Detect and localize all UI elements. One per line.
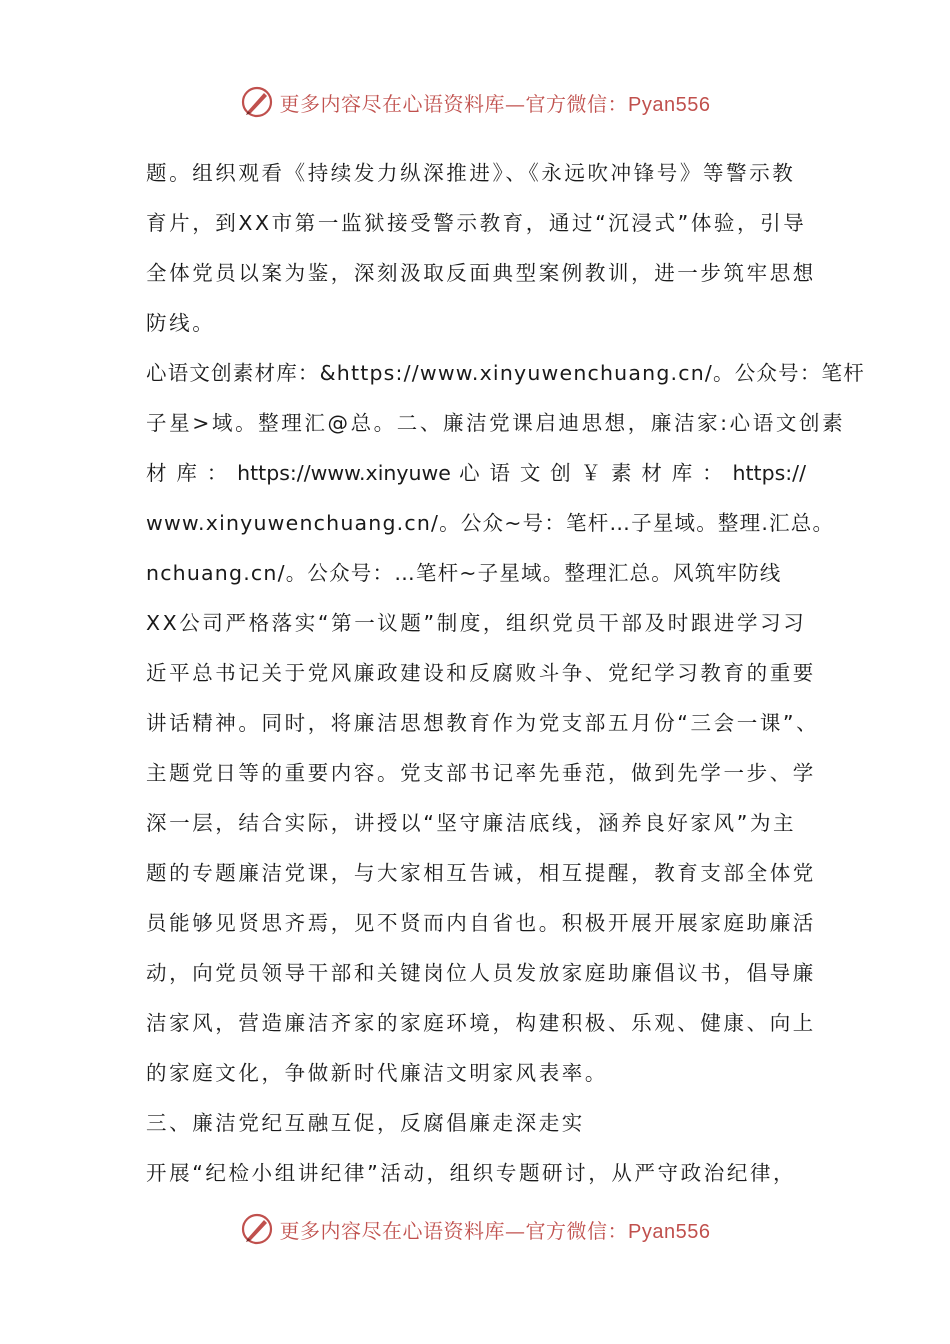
body-line: 讲话精神。同时，将廉洁思想教育作为党支部五月份“三会一课”、 [146, 711, 820, 735]
body-line: 主题党日等的重要内容。党支部书记率先垂范，做到先学一步、学 [146, 761, 816, 785]
body-line: 防线。 [146, 311, 216, 335]
body-line: 近平总书记关于党风廉政建设和反腐败斗争、党纪学习教育的重要 [146, 661, 816, 685]
body-line: nchuang.cn/。公众号：…笔杆~子星域。整理汇总。风筑牢防线 [146, 561, 782, 585]
section-heading: 三、廉洁党纪互融互促，反腐倡廉走深走实 [146, 1111, 585, 1135]
pen-logo-icon [240, 1212, 274, 1246]
body-line: 题的专题廉洁党课，与大家相互告诫，相互提醒，教育支部全体党 [146, 861, 816, 885]
body-line: 洁家风，营造廉洁齐家的家庭环境，构建积极、乐观、健康、向上 [146, 1011, 816, 1035]
wechat-id: Pyan556 [628, 1220, 711, 1243]
pen-logo-icon [240, 85, 274, 119]
body-line: 育片，到XX市第一监狱接受警示教育，通过“沉浸式”体验，引导 [146, 211, 807, 235]
document-body [146, 148, 865, 1198]
banner-text: 更多内容尽在心语资料库—官方微信：Pyan556 [279, 1218, 711, 1243]
body-line: www.xinyuwenchuang.cn/。公众~号：笔杆…子星域。整理.汇总。 [146, 511, 835, 535]
body-line: 的家庭文化，争做新时代廉洁文明家风表率。 [146, 1061, 608, 1085]
body-line: 动，向党员领导干部和关键岗位人员发放家庭助廉倡议书，倡导廉 [146, 961, 816, 985]
body-line: 子星>域。整理汇@总。二、廉洁党课启迪思想，廉洁家:心语文创素 [146, 411, 846, 435]
header-watermark-banner [0, 82, 950, 122]
body-line: 开展“纪检小组讲纪律”活动，组织专题研讨，从严守政治纪律， [146, 1161, 797, 1185]
wechat-id: Pyan556 [628, 93, 711, 116]
body-line: 深一层，结合实际，讲授以“坚守廉洁底线，涵养良好家风”为主 [146, 811, 797, 835]
footer-watermark-banner [0, 1209, 950, 1249]
body-line: 心语文创素材库：&https://www.xinyuwenchuang.cn/。公众号：笔杆 [146, 361, 865, 385]
body-line: 题。组织观看《持续发力纵深推进》、《永远吹冲锋号》等警示教 [146, 161, 796, 185]
body-line: 全体党员以案为鉴，深刻汲取反面典型案例教训，进一步筑牢思想 [146, 261, 816, 285]
body-line: XX公司严格落实“第一议题”制度，组织党员干部及时跟进学习习 [146, 611, 807, 635]
body-line: 材 库 ： https://www.xinyuwe 心 语 文 创 ￥ 素 材 库 ： https:// [146, 461, 806, 485]
body-line: 员能够见贤思齐焉，见不贤而内自省也。积极开展开展家庭助廉活 [146, 911, 816, 935]
banner-text: 更多内容尽在心语资料库—官方微信：Pyan556 [279, 91, 711, 116]
